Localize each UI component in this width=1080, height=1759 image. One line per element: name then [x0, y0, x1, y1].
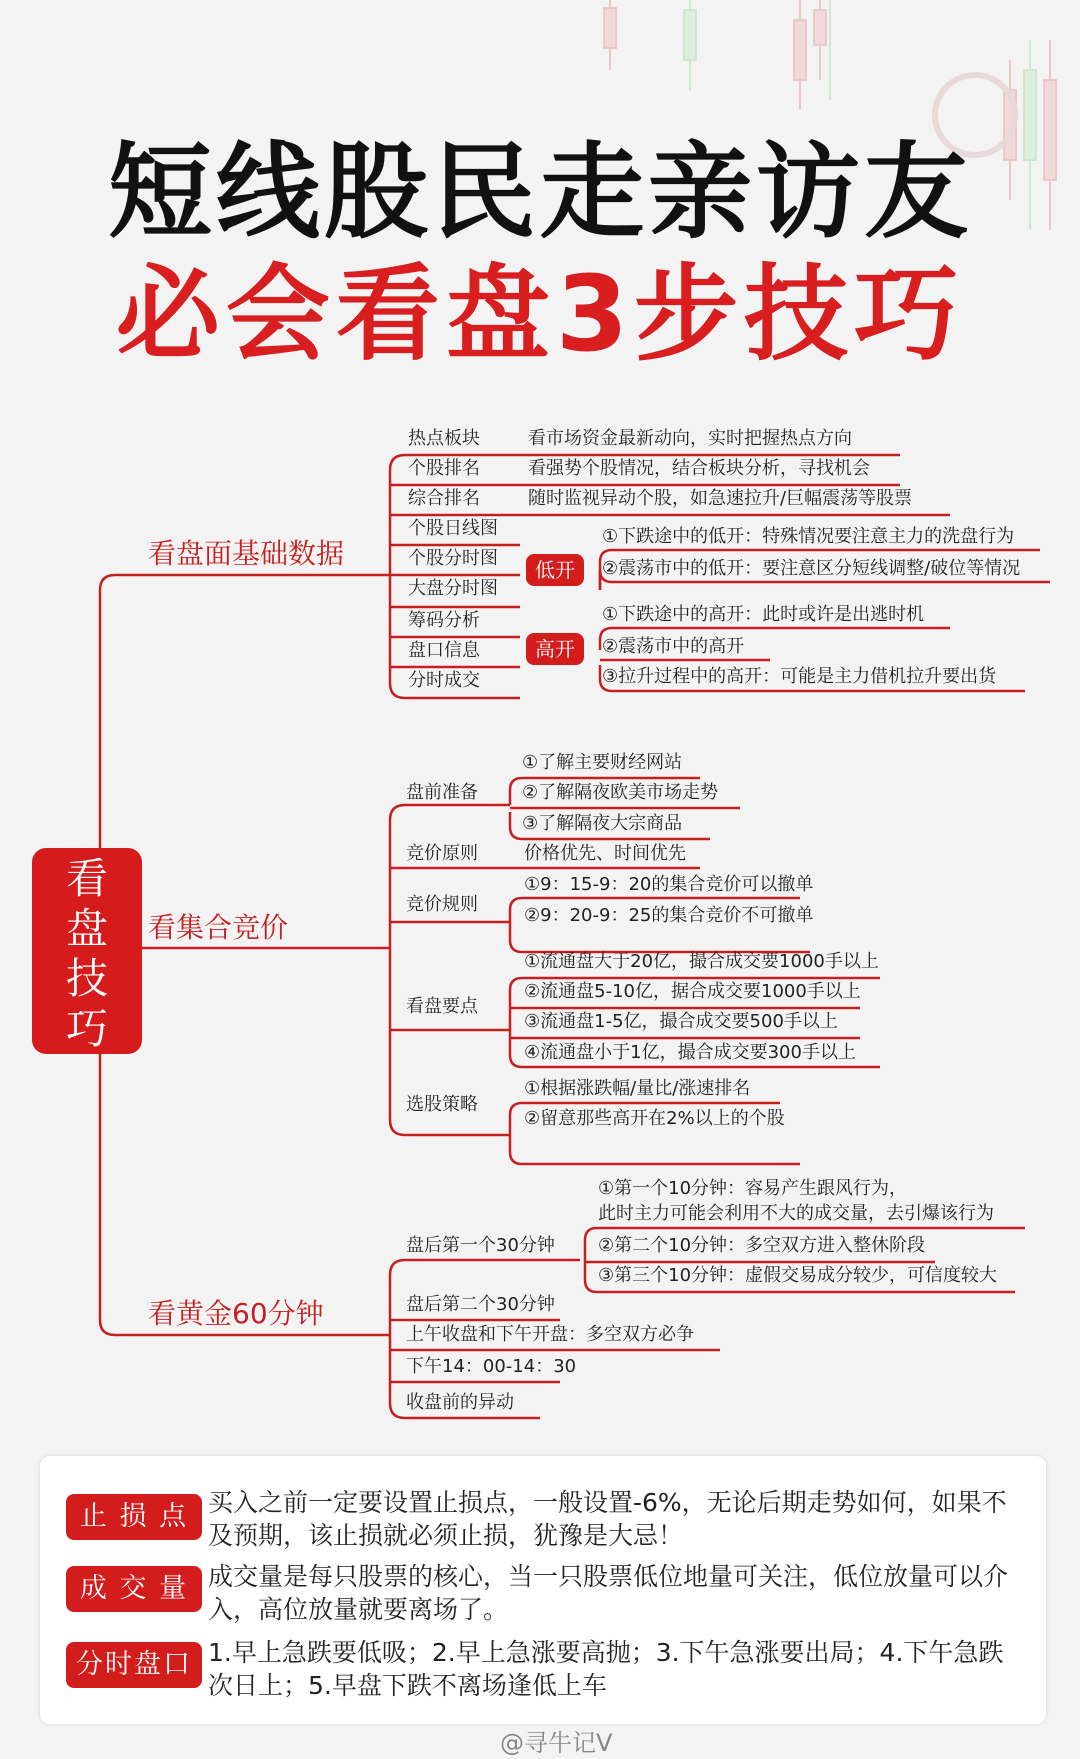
- b3-afternoon: 下午14：00-14：30: [406, 1356, 577, 1377]
- b2-rules-item-1: ①9：15-9：20的集合竞价可以撤单: [524, 874, 814, 895]
- b3-close: 收盘前的异动: [406, 1392, 514, 1413]
- b1-detail-hot: 看市场资金最新动向，实时把握热点方向: [528, 428, 852, 449]
- branch-auction: 看集合竞价: [148, 911, 289, 944]
- tip-intraday-tag: 分时盘口: [66, 1642, 202, 1688]
- b1-item-ticks: 分时成交: [408, 670, 480, 691]
- b1-item-chips: 筹码分析: [408, 610, 480, 631]
- title-line-2: 必会看盘3步技巧: [115, 253, 965, 375]
- b3-first30-item-1-cont: 此时主力可能会利用不大的成交量，去引爆该行为: [598, 1203, 994, 1224]
- b3-first30-label: 盘后第一个30分钟: [406, 1235, 555, 1256]
- low-open-item-2: ②震荡市中的低开：要注意区分短线调整/破位等情况: [602, 558, 1021, 579]
- tip-volume-tag: 成 交 量: [66, 1566, 202, 1612]
- high-open-item-2: ②震荡市中的高开: [602, 636, 745, 657]
- b2-points-item-4: ④流通盘小于1亿，撮合成交要300手以上: [524, 1042, 856, 1063]
- b3-first30-item-2: ②第二个10分钟：多空双方进入整休阶段: [598, 1235, 926, 1256]
- b3-second30: 盘后第二个30分钟: [406, 1294, 555, 1315]
- b2-points-item-2: ②流通盘5-10亿，据合成交要1000手以上: [524, 981, 861, 1002]
- b3-first30-item-3: ③第三个10分钟：虚假交易成分较少，可信度较大: [598, 1265, 998, 1286]
- b2-prep-label: 盘前准备: [406, 782, 478, 803]
- tip-volume-text: 成交量是每只股票的核心，当一只股票低位地量可关注，低位放量可以介入，高位放量就要离场了。: [208, 1562, 1009, 1624]
- b2-strategy-label: 选股策略: [406, 1094, 478, 1115]
- high-open-item-3: ③拉升过程中的高开：可能是主力借机拉升要出货: [602, 666, 997, 687]
- tip-stoploss-text: 买入之前一定要设置止损点，一般设置-6%，无论后期走势如何，如果不及预期，该止损就必须止损，犹豫是大忌！: [208, 1488, 1007, 1550]
- high-open-tag: 高开: [526, 633, 584, 665]
- high-open-item-1: ①下跌途中的高开：此时或许是出逃时机: [602, 604, 925, 625]
- b1-item-rank: 个股排名: [408, 458, 480, 479]
- b2-prep-item-2: ②了解隔夜欧美市场走势: [522, 782, 719, 803]
- b2-principle-label: 竞价原则: [406, 843, 478, 864]
- tips-panel: [40, 1456, 1046, 1724]
- low-open-item-1: ①下跌途中的低开：特殊情况要注意主力的洗盘行为: [602, 526, 1015, 547]
- branch-basic-data: 看盘面基础数据: [148, 537, 345, 570]
- b1-detail-rank: 看强势个股情况，结合板块分析，寻找机会: [528, 458, 870, 479]
- b3-noon: 上午收盘和下午开盘：多空双方必争: [406, 1324, 694, 1345]
- b2-rules-item-2: ②9：20-9：25的集合竞价不可撤单: [524, 905, 814, 926]
- watermark: @寻牛记V: [500, 1729, 613, 1757]
- b1-item-orderbook: 盘口信息: [408, 640, 480, 661]
- b1-detail-comp: 随时监视异动个股，如急速拉升/巨幅震荡等股票: [528, 488, 913, 509]
- b2-prep-item-1: ①了解主要财经网站: [522, 752, 683, 773]
- tip-stoploss-tag: 止 损 点: [66, 1494, 202, 1540]
- b3-first30-item-1: ①第一个10分钟：容易产生跟风行为，: [598, 1178, 908, 1199]
- b2-points-label: 看盘要点: [406, 996, 478, 1017]
- b2-prep-item-3: ③了解隔夜大宗商品: [522, 813, 683, 834]
- b1-item-intraday: 个股分时图: [408, 548, 498, 569]
- b2-points-item-3: ③流通盘1-5亿，撮合成交要500手以上: [524, 1011, 838, 1032]
- b2-strategy-item-1: ①根据涨跌幅/量比/涨速排名: [524, 1078, 751, 1099]
- b2-rules-label: 竞价规则: [406, 894, 478, 915]
- b1-item-market: 大盘分时图: [408, 578, 498, 599]
- b1-item-daily: 个股日线图: [408, 518, 498, 539]
- root-node: [32, 848, 142, 1054]
- root-label: 看盘技巧: [65, 854, 108, 1053]
- b2-strategy-item-2: ②留意那些高开在2%以上的个股: [524, 1108, 785, 1129]
- b1-item-hot: 热点板块: [408, 428, 480, 449]
- tip-intraday-text: 1.早上急跌要低吸；2.早上急涨要高抛；3.下午急涨要出局；4.下午急跌次日上；5.早盘下跌不离场逢低上车: [208, 1638, 1004, 1700]
- b1-item-comp: 综合排名: [408, 488, 480, 509]
- branch-golden-hour: 看黄金60分钟: [148, 1297, 324, 1330]
- b2-principle-text: 价格优先、时间优先: [524, 843, 686, 864]
- title-line-1: 短线股民走亲访友: [107, 131, 972, 253]
- low-open-tag: 低开: [526, 554, 584, 586]
- b2-points-item-1: ①流通盘大于20亿，撮合成交要1000手以上: [524, 951, 879, 972]
